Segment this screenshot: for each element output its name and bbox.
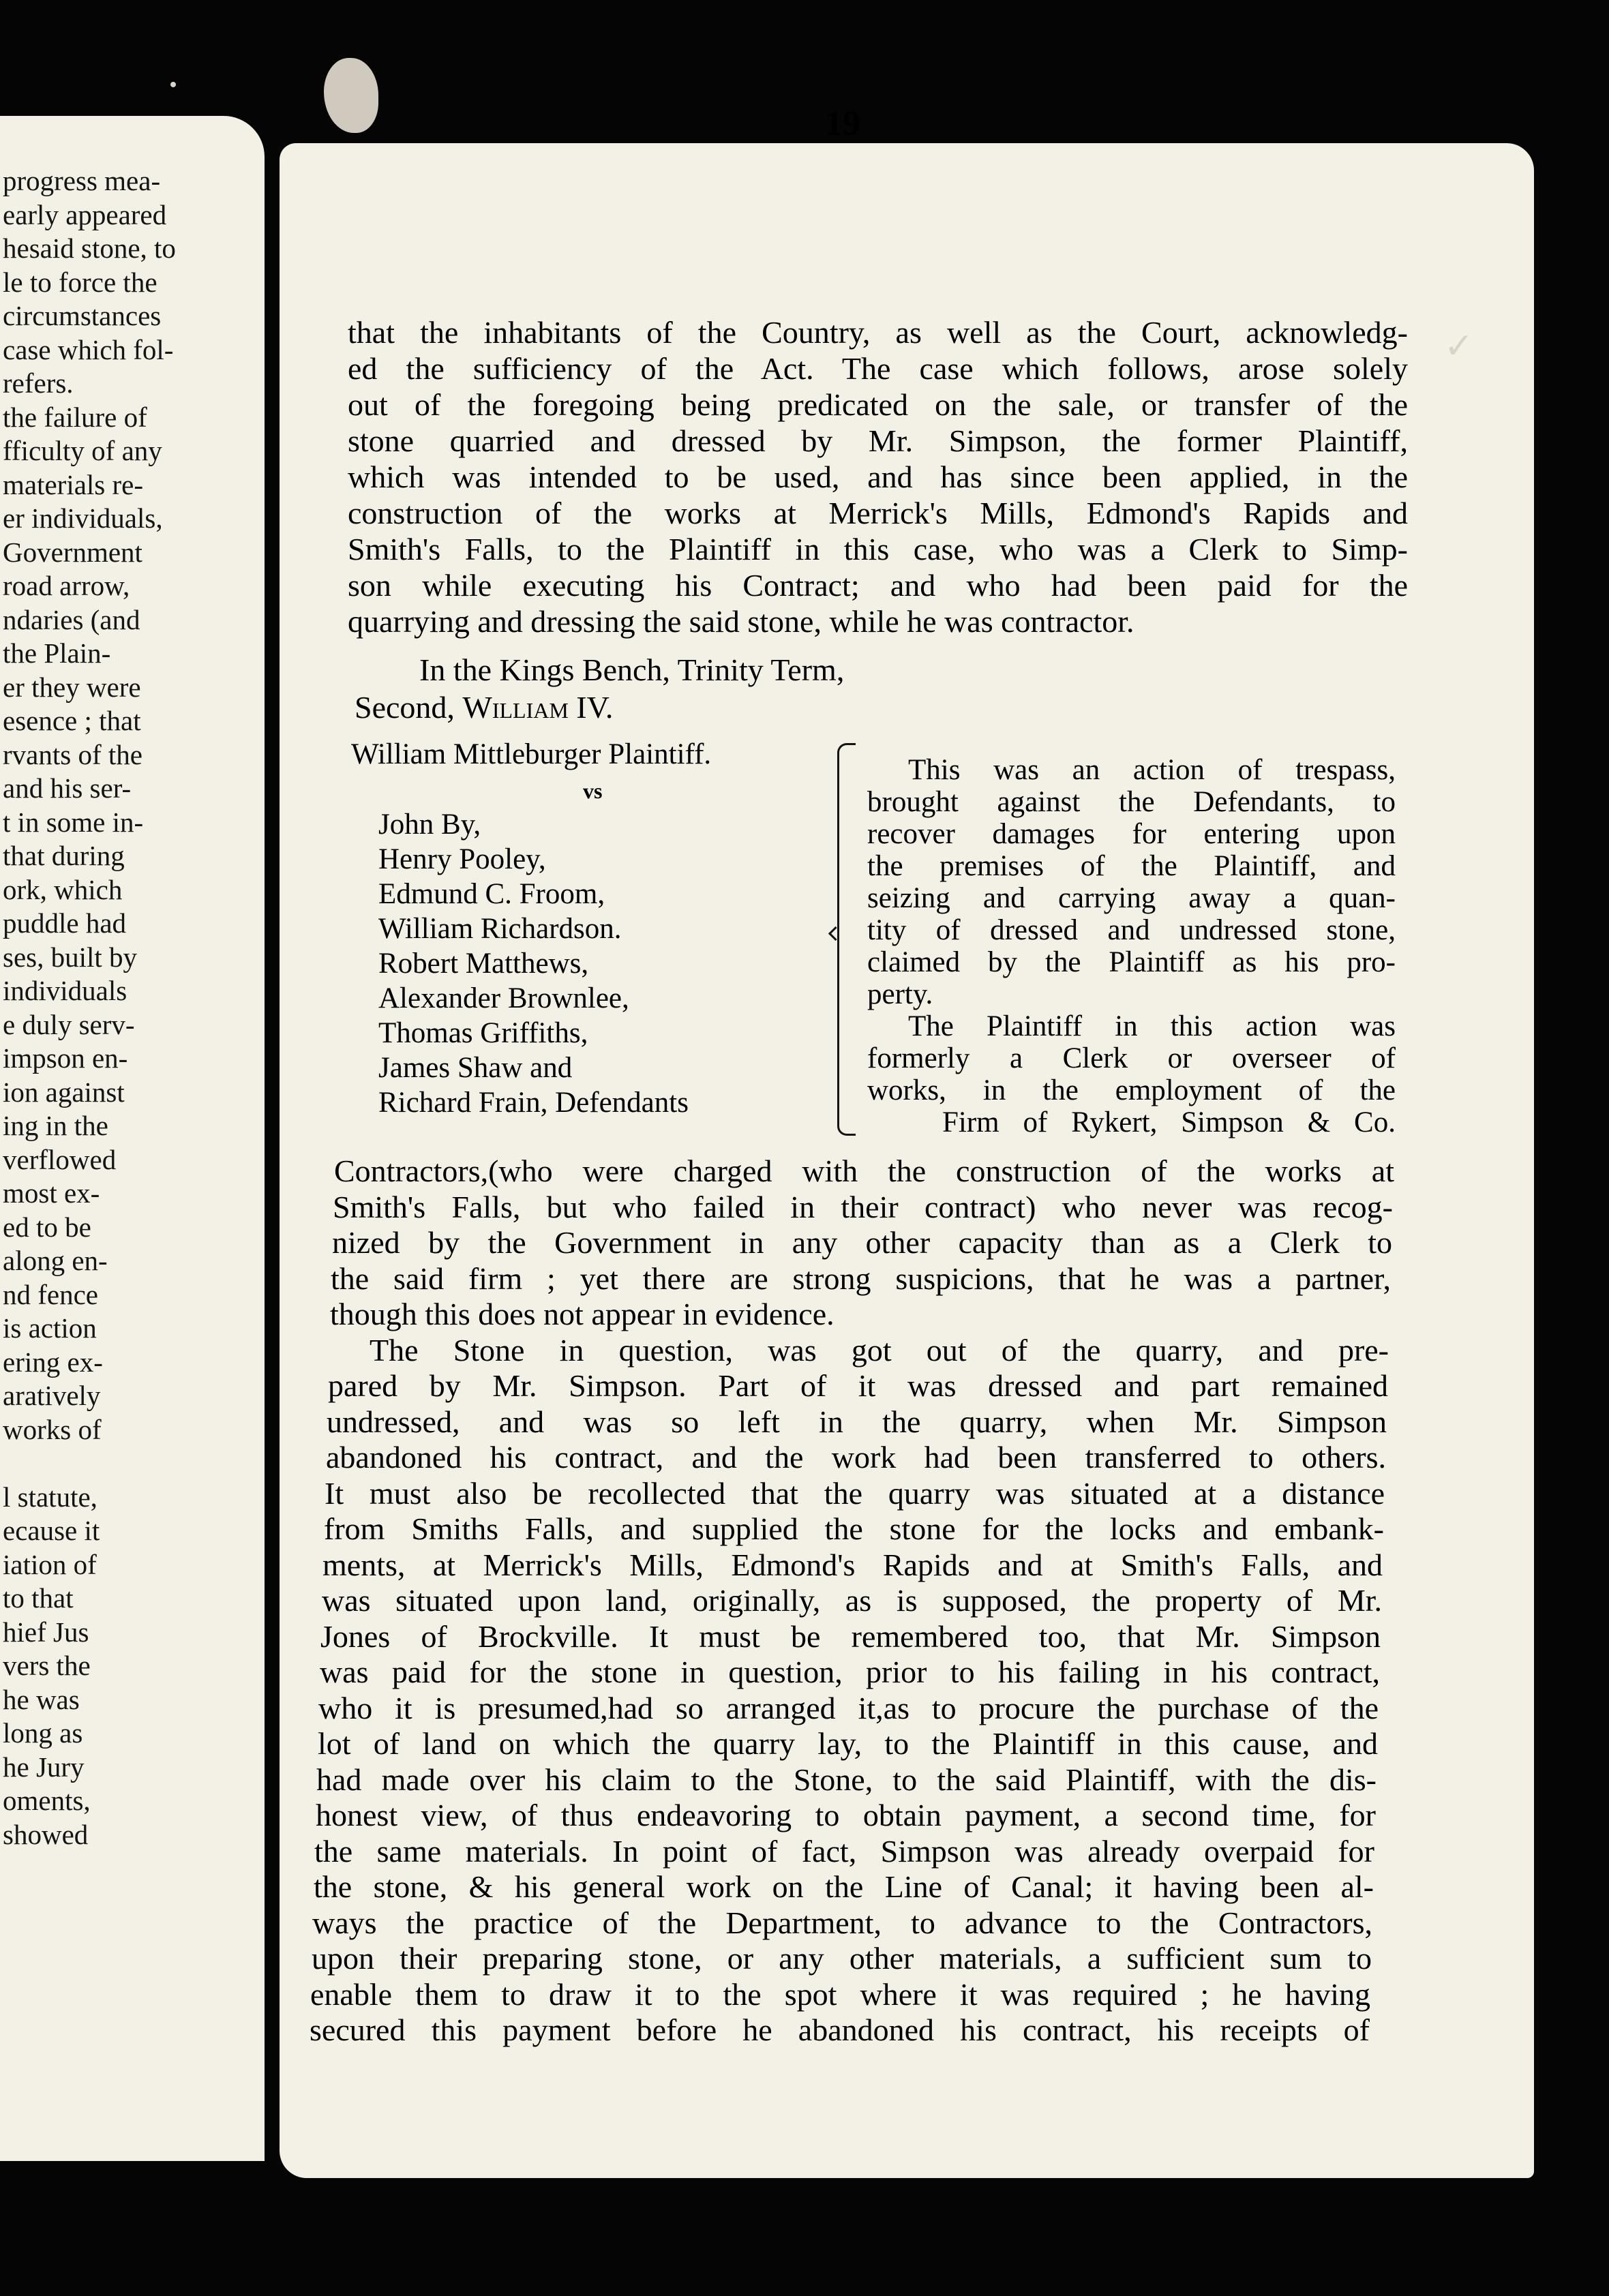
intro-line: Smith's Falls, to the Plaintiff in this case, who was a Clerk to Simp- (348, 532, 1408, 567)
left-page-line: ion against (3, 1076, 125, 1108)
intro-line: which was intended to be used, and has since been applied, in the (348, 459, 1408, 494)
left-page-line: ndaries (and (3, 603, 140, 635)
intro-line: ed the sufficiency of the Act. The case which follows, arose solely (348, 351, 1408, 386)
defendant-name: John By, (378, 809, 481, 841)
narrative-line: ments, at Merrick's Mills, Edmond's Rapids and at Smith's Falls, and (322, 1547, 1383, 1582)
defendant-name: James Shaw and (378, 1052, 573, 1084)
left-page-line: he was (3, 1683, 80, 1715)
left-page-line: nd fence (3, 1278, 98, 1310)
narrative-line: who it is presumed,had so arranged it,as to procure the purchase of the (318, 1690, 1379, 1725)
left-page-line: ed to be (3, 1211, 91, 1243)
left-page-line: is action (3, 1312, 97, 1344)
narrative-line: secured this payment before he abandoned his contract, his receipts of (310, 2012, 1370, 2047)
intro-line: stone quarried and dressed by Mr. Simpson, the former Plaintiff, (348, 423, 1408, 458)
left-page-line: Government (3, 536, 142, 568)
left-page-line: the Plain- (3, 637, 111, 669)
margin-checkmark: ✓ (1444, 327, 1474, 366)
left-page-line: er they were (3, 671, 141, 703)
narrative-line: the said firm ; yet there are strong suspicions, that he was a partner, (331, 1260, 1391, 1296)
left-page-line: early appeared (3, 198, 167, 230)
left-page-line: impson en- (3, 1042, 128, 1074)
court-heading-text: In the Kings Bench, Trinity Term, (419, 652, 845, 687)
left-page-line: individuals (3, 975, 127, 1006)
left-page-line: ing in the (3, 1110, 108, 1141)
left-page-line: hesaid stone, to (3, 232, 176, 264)
left-page-line: circumstances (3, 300, 162, 331)
left-page-line: road arrow, (3, 570, 130, 601)
intro-line: that the inhabitants of the Country, as well as the Court, acknowledg- (348, 315, 1408, 350)
left-page-line: le to force the (3, 266, 157, 298)
left-page-line: most ex- (3, 1177, 100, 1209)
left-page-line: er individuals, (3, 502, 163, 534)
narrative-line: though this does not appear in evidence. (330, 1297, 834, 1331)
defendant-name: Thomas Griffiths, (378, 1017, 588, 1049)
left-page-line: aratively (3, 1380, 101, 1411)
summary-line: The Plaintiff in this action was (908, 1010, 1396, 1042)
narrative-line: Jones of Brockville. It must be remembered too, that Mr. Simpson (320, 1618, 1381, 1654)
narrative-line: The Stone in question, was got out of the quarry, and pre- (370, 1332, 1389, 1368)
left-page-line: t in some in- (3, 806, 144, 838)
paper-blemish (324, 58, 378, 133)
summary-line: This was an action of trespass, (908, 754, 1396, 786)
dust-speck (170, 82, 176, 87)
summary-line: Firm of Rykert, Simpson & Co. (942, 1106, 1396, 1138)
left-page-line: l statute, (3, 1481, 97, 1513)
defendant-name: Richard Frain, Defendants (378, 1087, 689, 1119)
summary-line: claimed by the Plaintiff as his pro- (867, 946, 1396, 978)
left-page-line: esence ; that (3, 705, 141, 736)
left-page-line: ecause it (3, 1515, 100, 1546)
narrative-line: ways the practice of the Department, to advance to the Contractors, (312, 1905, 1372, 1940)
narrative-line: It must also be recollected that the quarry was situated at a distance (325, 1475, 1385, 1511)
narrative-line: the same materials. In point of fact, Simpson was already overpaid for (314, 1833, 1374, 1869)
left-page-line: works of (3, 1413, 102, 1445)
page-number: 19 (825, 104, 860, 143)
narrative-line: Contractors,(who were charged with the construction of the works at (334, 1153, 1394, 1188)
defendant-name: Edmund C. Froom, (378, 878, 605, 910)
defendant-name: Alexander Brownlee, (378, 982, 629, 1014)
narrative-line: was situated upon land, originally, as is supposed, the property of Mr. (322, 1583, 1382, 1618)
left-page-line: and his ser- (3, 772, 132, 804)
narrative-line: upon their preparing stone, or any other materials, a sufficient sum to (312, 1941, 1372, 1976)
left-page-line: ses, built by (3, 941, 138, 973)
left-page-line: case which fol- (3, 333, 174, 365)
summary-line: formerly a Clerk or overseer of (867, 1042, 1396, 1074)
narrative-line: pared by Mr. Simpson. Part of it was dressed and part remained (328, 1368, 1388, 1403)
narrative-line: lot of land on which the quarry lay, to the Plaintiff in this cause, and (318, 1726, 1378, 1761)
left-page-fragment (0, 116, 265, 2161)
left-page-line: he Jury (3, 1751, 85, 1783)
summary-line: works, in the employment of the (867, 1074, 1396, 1106)
intro-line: construction of the works at Merrick's Mills, Edmond's Rapids and (348, 496, 1408, 530)
court-term-prefix: Second, (355, 690, 455, 725)
left-page-line: iation of (3, 1548, 97, 1580)
left-page-line: vers the (3, 1650, 91, 1681)
left-page-line: hief Jus (3, 1616, 89, 1648)
left-page-line: refers. (3, 367, 74, 399)
summary-line: seizing and carrying away a quan- (867, 882, 1396, 914)
narrative-line: undressed, and was so left in the quarry, when Mr. Simpson (327, 1404, 1387, 1439)
caption-brace (837, 743, 856, 1136)
left-page-line: verflowed (3, 1143, 117, 1175)
summary-line: tity of dressed and undressed stone, (867, 914, 1396, 946)
left-page-line: long as (3, 1717, 83, 1749)
court-heading-line-1 (419, 651, 844, 689)
narrative-line: Smith's Falls, but who failed in their contract) who never was recog- (333, 1189, 1393, 1224)
narrative-line: from Smiths Falls, and supplied the stone for the locks and embank- (324, 1511, 1384, 1546)
left-page-line: to that (3, 1582, 74, 1614)
court-heading-line-2 (355, 689, 613, 727)
narrative-line: enable them to draw it to the spot where it was required ; he having (310, 1976, 1370, 2012)
narrative-line: abandoned his contract, and the work had been transferred to others. (326, 1440, 1386, 1475)
left-page-line: showed (3, 1818, 89, 1850)
narrative-line: nized by the Government in any other capacity than as a Clerk to (332, 1225, 1392, 1260)
versus-label: vs (583, 779, 603, 803)
left-page-line: fficulty of any (3, 435, 162, 466)
narrative-line: was paid for the stone in question, prior to his failing in his contract, (320, 1655, 1380, 1689)
left-page-line: that during (3, 840, 125, 871)
intro-line: son while executing his Contract; and who had been paid for the (348, 568, 1408, 603)
defendant-name: Robert Matthews, (378, 948, 589, 980)
left-page-line: rvants of the (3, 738, 142, 770)
monarch-name: William IV. (462, 690, 614, 725)
summary-line: the premises of the Plaintiff, and (867, 850, 1396, 882)
narrative-line: had made over his claim to the Stone, to the said Plaintiff, with the dis- (316, 1762, 1377, 1797)
intro-line: out of the foregoing being predicated on the sale, or transfer of the (348, 387, 1408, 422)
left-page-line: progress mea- (3, 165, 161, 196)
intro-line: quarrying and dressing the said stone, while he was contractor. (348, 604, 1134, 639)
summary-line: recover damages for entering upon (867, 818, 1396, 850)
left-page-line: ork, which (3, 873, 123, 905)
left-page-line: materials re- (3, 468, 144, 500)
left-page-line: puddle had (3, 907, 127, 939)
defendant-name: Henry Pooley, (378, 843, 546, 875)
left-page-line: ering ex- (3, 1346, 103, 1378)
defendant-name: William Richardson. (378, 913, 622, 945)
left-page-line: oments, (3, 1785, 91, 1816)
left-page-line: along en- (3, 1245, 108, 1276)
narrative-line: honest view, of thus endeavoring to obtain payment, a second time, for (316, 1798, 1376, 1832)
summary-line: brought against the Defendants, to (867, 786, 1396, 818)
left-page-line: the failure of (3, 401, 147, 433)
narrative-line: the stone, & his general work on the Line of Canal; it having been al- (314, 1869, 1374, 1904)
plaintiff-name: William Mittleburger Plaintiff. (351, 738, 712, 770)
summary-line: perty. (867, 978, 933, 1010)
left-page-line: e duly serv- (3, 1008, 135, 1040)
